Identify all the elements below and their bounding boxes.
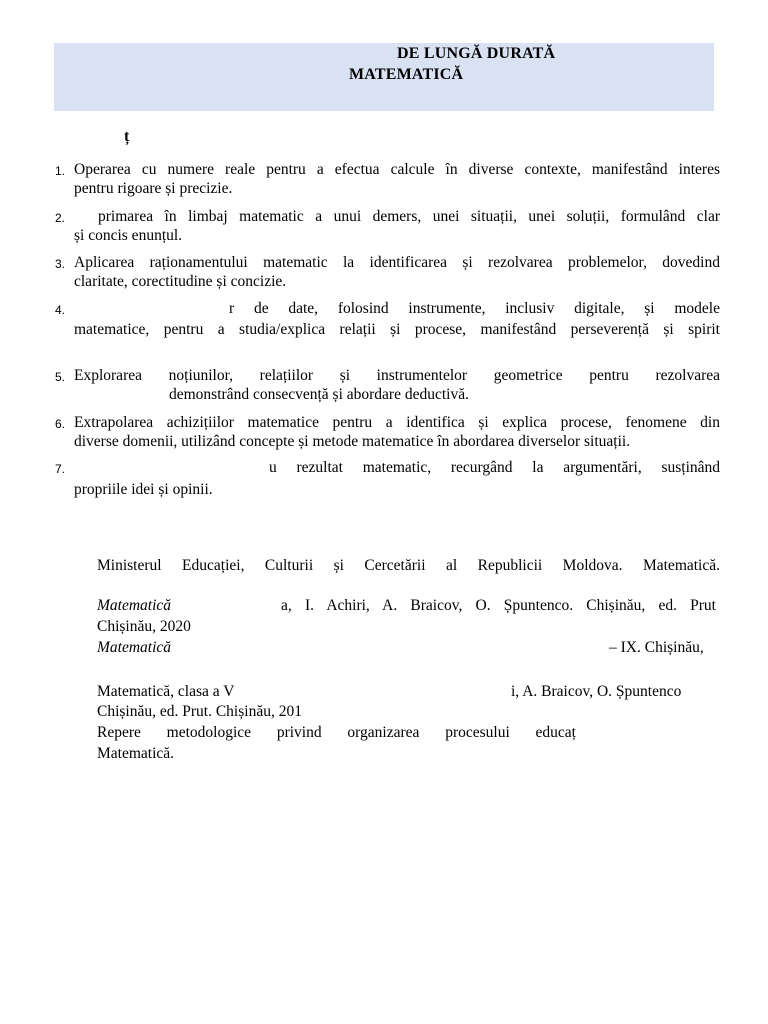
reference-4-authors: i, A. Braicov, O. Șpuntenco	[511, 683, 682, 700]
title-line-1: DE LUNGĂ DURATĂ	[397, 45, 556, 62]
competence-2-line-1: primarea în limbaj matematic a unui demers, unei situații, unei soluții, formulând clar	[98, 208, 720, 225]
competence-6-line-2: diverse domenii, utilizând concepte și metode matematice în abordarea diverselor situații.	[74, 433, 631, 450]
competence-3-line-1: Aplicarea raționamentului matematic la identificarea și rezolvarea problemelor, dovedind	[74, 254, 720, 271]
competence-2-line-2: și concis enunțul.	[74, 227, 183, 244]
reference-3-title: Matematică	[97, 639, 172, 656]
competence-7-line-1: u rezultat matematic, recurgând la argumentări, susținând	[269, 459, 720, 476]
title-line-2: MATEMATICĂ	[349, 66, 464, 83]
list-number: 3.	[55, 257, 66, 271]
list-number: 4.	[55, 303, 66, 317]
reference-5-line-2: Matematică.	[97, 745, 175, 762]
list-number: 2.	[55, 211, 66, 225]
competence-7-line-2: propriile idei și opinii.	[74, 481, 213, 498]
list-number: 1.	[55, 164, 66, 178]
competence-1-line-1: Operarea cu numere reale pentru a efectua calcule în diverse contexte, manifestând interes	[74, 161, 720, 178]
list-number: 6.	[55, 417, 66, 431]
competence-5-line-2: demonstrând consecvență și abordare deductivă.	[169, 386, 469, 403]
reference-4-title: Matematică, clasa a V	[97, 683, 235, 700]
reference-2-line-2: Chișinău, 2020	[97, 618, 191, 635]
list-number: 5.	[55, 370, 66, 384]
competence-1-line-2: pentru rigoare și precizie.	[74, 180, 233, 197]
reference-2-title: Matematică	[97, 597, 172, 614]
reference-3-rest: – IX. Chișinău,	[609, 639, 704, 656]
competence-3-line-2: claritate, corectitudine și concizie.	[74, 273, 287, 290]
reference-5: Repere metodologice privind organizarea procesului educaț	[97, 724, 576, 741]
reference-1: Ministerul Educației, Culturii și Cercetării al Republicii Moldova. Matematică.	[97, 557, 720, 574]
stray-character: ț	[124, 128, 130, 145]
competence-4-line-2: matematice, pentru a studia/explica relații și procese, manifestând perseverență și spirit	[74, 321, 720, 338]
reference-4-line-2: Chișinău, ed. Prut. Chișinău, 201	[97, 703, 302, 720]
competence-4-line-1: r de date, folosind instrumente, inclusiv digitale, și modele	[229, 300, 720, 317]
competence-6-line-1: Extrapolarea achizițiilor matematice pentru a identifica și explica procese, fenomene din	[74, 414, 720, 431]
competence-5-line-1: Explorarea noțiunilor, relațiilor și instrumentelor geometrice pentru rezolvarea	[74, 367, 720, 384]
reference-2-authors: a, I. Achiri, A. Braicov, O. Șpuntenco. Chișinău, ed. Prut	[281, 597, 716, 614]
list-number: 7.	[55, 462, 66, 476]
